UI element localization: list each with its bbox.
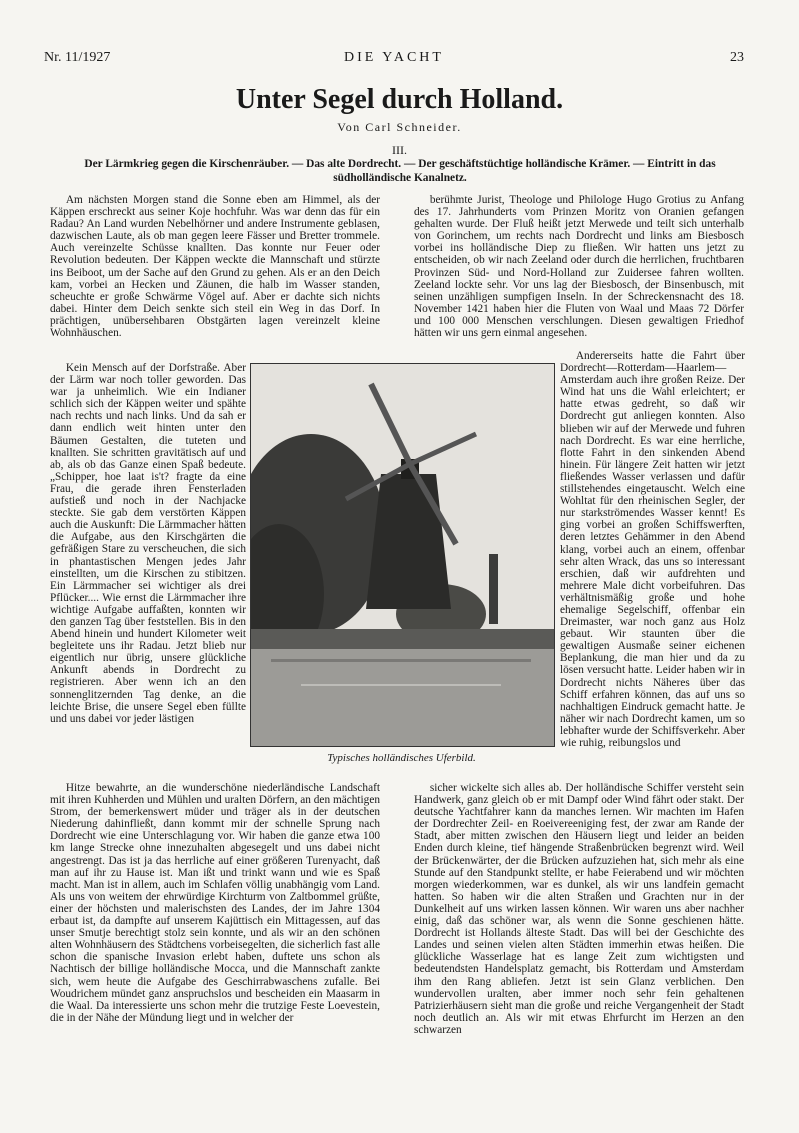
- column-right-top: [414, 194, 744, 339]
- article-summary: Der Lärmkrieg gegen die Kirschenräuber. — Das alte Dordrecht. — Der geschäftstüchtige holländische Krämer. — Eintritt in das südholländische Kanalnetz.: [84, 158, 716, 184]
- article-byline: Von Carl Schneider.: [337, 120, 462, 134]
- page-header: [44, 50, 744, 70]
- page-number: 23: [730, 50, 744, 65]
- paragraph: Andererseits hatte die Fahrt über Dordrecht—Rotterdam—Haarlem—Amsterdam auch ihre großen Reize. Der Wind hat uns die Wahl erleichtert; er hatte etwas gedreht, so daß wir Dordrecht gut anliegen konnten. Also blieben wir auf der Merwede und fuhren nach Dordrecht. Es war eine herrliche, flotte Fahrt in den sinkenden Abend hinein. Für längere Zeit hatten wir jetzt fließendes Wasser verlassen und dafür stillstehendes eingetauscht. Welch eine Wohltat für den rheinischen Segler, der nur starkströmendes Wasser kennt! Es ging vorbei an großen Schiffswerften, deren letztes Gehämmer in den Abend klang, vorbei auch an einem, offenbar sehr alten Wrack, das uns so interessant erschien, daß wir aufdrehten und mehrere Male dicht vorbeifuhren. Das verhältnismäßig große und hohe ehemalige Segelschiff, offenbar ein Dreimaster, war noch ganz aus Holz gebaut. Wir staunten über die gewaltigen Ausmaße seiner eichenen Beplankung, die man hier und da zu lösen versucht hatte. Leider haben wir in Dordrecht nichts Näheres über das Schiff erfahren können, das auf uns so nachhaltigen Eindruck gemacht hatte. Je näher wir nach Dordrecht kamen, um so lebhafter wurde der Schiffsverkehr. Aber wie ruhig, reibungslos und: [560, 350, 745, 749]
- windmill-illustration: [251, 364, 554, 746]
- column-right-bottom: [414, 782, 744, 1036]
- column-left-bottom: [50, 782, 380, 1024]
- magazine-name: DIE YACHT: [344, 50, 444, 65]
- column-left-top: [50, 194, 380, 339]
- paragraph: Hitze bewahrte, an die wunderschöne niederländische Landschaft mit ihren Kuhherden und Mühlen und uralten Dörfern, an den mächtigen Strom, der bemerkenswert müder und träger als in der deutschen Niederung dahinfließt, dann kommt mir der schnelle Sprung nach Dordrecht wie eine Unterschlagung vor. Wir haben die ganze etwa 100 km lange Strecke ohne innezuhalten abgesegelt und uns dabei nicht angestrengt. Das ist ja das herrliche auf einer größeren Turenyacht, daß man auf ihr zu Hause ist. Man ißt und trinkt wann und wie es Spaß macht. Man ist in allem, auch im Schlafen völlig unabhängig vom Land. Als uns von weitem der ehrwürdige Kirchturm von Zaltbommel grüßte, einer der höchsten und malerischsten des Landes, der im Jahre 1304 erbaut ist, da dampfte auf unserem Kajüttisch ein Mittagessen, auf das unser Smutje berechtigt stolz sein konnte, und als wir an den schönen alten Wohnhäusern des Städtchens vorbeisegelten, die sicherlich fast alle schon die spanische Invasion erlebt haben, duftete uns schon als Nachtisch der billige holländische Mocca, und die Mannschaft zankte sich, wem heute die Aufgabe des Geschirrabwaschens zufalle. Bei Woudrichem mündet ganz anspruchslos und bescheiden ein Maasarm in die Waal. Da interessierte uns schon mehr die trutzige Feste Loevestein, die in der Nähe der Mündung liegt und in welcher der: [50, 782, 380, 1024]
- column-right-narrow: [560, 350, 745, 749]
- article-part: III.: [392, 143, 407, 157]
- windmill-photo: [250, 363, 555, 747]
- photo-caption: Typisches holländisches Uferbild.: [327, 752, 476, 764]
- paragraph: berühmte Jurist, Theologe und Philologe Hugo Grotius zu Anfang des 17. Jahrhunderts vom Prinzen Moritz von Oranien gefangen gehalten wurde. Der Fluß heißt jetzt Merwede und teilt sich unterhalb von Gorinchem, um rechts nach Dordrecht und links am Biesbosch vorbei ins holländische Diep zu fließen. Wir hatten uns jetzt zu entscheiden, ob wir nach Zeeland oder durch die herrlichen, fruchtbaren Provinzen Süd- und Nord-Holland zur Zuidersee fahren wollten. Zeeland lockte sehr. Vor uns lag der Biesbosch, der Binsenbusch, mit seinen unzähligen sumpfigen Inseln. In der Schreckensnacht des 18. November 1421 haben hier die Fluten von Waal und Maas 72 Dörfer und 100 000 Menschen verschlungen. Diesen gewaltigen Friedhof hätten wir uns gern einmal angesehen.: [414, 194, 744, 340]
- paragraph: sicher wickelte sich alles ab. Der holländische Schiffer versteht sein Handwerk, ganz gleich ob er mit Dampf oder Wind fährt oder stakt. Der deutsche Yachtfahrer kann da manches lernen. Wir machten im Hafen der Dordrechter Zeil- en Roeivereeniging fest, der zwar am Rande der Stadt, aber mitten zwischen den Häusern liegt und leider an beiden Enden durch kleine, tief hängende Straßenbrücken begrenzt wird. Weil der Brückenwärter, der die Brücken aufzuziehen hat, sich mehr als eine Stunde auf den Standpunkt stellte, er habe Feierabend und wir möchten morgen wiederkommen, war es dunkel, als wir uns landfein gemacht hatten. So haben wir die alten Straßen und Grachten nur in der Dunkelheit auf uns wirken lassen können. Wir waren uns aber nachher einig, daß das schöner war, als wenn die Sonne geschienen hätte. Dordrecht ist Hollands älteste Stadt. Das will bei der Geschichte des Landes und seinen vielen alten Städten immerhin etwas heißen. Die glückliche Wasserlage hat es lange Zeit zum wichtigsten und bedeutendsten Handelsplatz gemacht, bis Rotterdam und Amsterdam ihm den Rang abliefen. Jetzt ist sein Glanz verblichen. Den wundervollen uralten, aber immer noch sehr fein gehaltenen Patrizierhäusern sieht man die große und reiche Vergangenheit der Stadt noch deutlich an. Als wir mit etwas Ehrfurcht im Herzen an den schwarzen: [414, 782, 744, 1036]
- issue-number: Nr. 11/1927: [44, 50, 111, 65]
- paragraph: Am nächsten Morgen stand die Sonne eben am Himmel, als der Käppen erschreckt aus seiner Koje hochfuhr. Was war denn das für ein Radau? An Land wurden Nebelhörner und andere Instrumente geblasen, dazwischen Laute, als ob man gegen leere Fässer und Bretter trommele. Auch vereinzelte Schüsse knallten. Das konnte nur Feuer oder Revolution bedeuten. Der Käppen weckte die Mannschaft und stürzte ins Beiboot, um der Sache auf den Grund zu gehen. Als er an den Deich kam, vorbei an Hecken und Zäunen, die halb im Wasser standen, scheuchte er große Schwärme Vögel auf. Aber er dachte sich nichts dabei. Hinter dem Deich senkte sich steil ein Weg in das Dorf. In prächtigen, unübersehbaren Obstgärten lagen vereinzelt kleine Wohnhäuschen.: [50, 194, 380, 340]
- column-left-narrow: [50, 362, 246, 725]
- paragraph: Kein Mensch auf der Dorfstraße. Aber der Lärm war noch toller geworden. Das war ja unheimlich. Wie ein Indianer schlich sich der Käppen weiter und spähte nach rechts und nach links. Und da sah er dann endlich weit hinten unter den Bäumen Gestalten, die tuteten und knallten. Sie schritten gravitätisch auf und ab, als ob das Ganze einen Spaß bedeute. „Schipper, hoe laat is't? fragte da eine Frau, die gerade ihren Fensterladen aufstieß und noch in der Nachjacke steckte. Sie gab dem verstörten Käppen auch die Auskunft: Die Lärmmacher hätten die Aufgabe, aus den Kirschgärten die gefräßigen Stare zu verscheuchen, die sich in phantastischen Mengen jedes Jahr einstellten, um die Kirschen zu stibitzen. Ein Lärmmacher sei wichtiger als drei Pflücker.... Wie ernst die Lärmmacher ihre wichtige Aufgabe auffaßten, konnten wir den ganzen Tag über feststellen. Bis in den Abend hinein und hundert Kilometer weit begleitete uns ihr Radau. Jetzt blieb nur eigentlich nur übrig, unsere glückliche Ankunft abends in Dordrecht zu registrieren. Aber wenn ich an den sonnenglitzernden Tag denke, an die leichte Brise, die unsere Segel eben füllte und uns dabei vor jeder lästigen: [50, 362, 246, 725]
- article-title: Unter Segel durch Holland.: [235, 84, 564, 115]
